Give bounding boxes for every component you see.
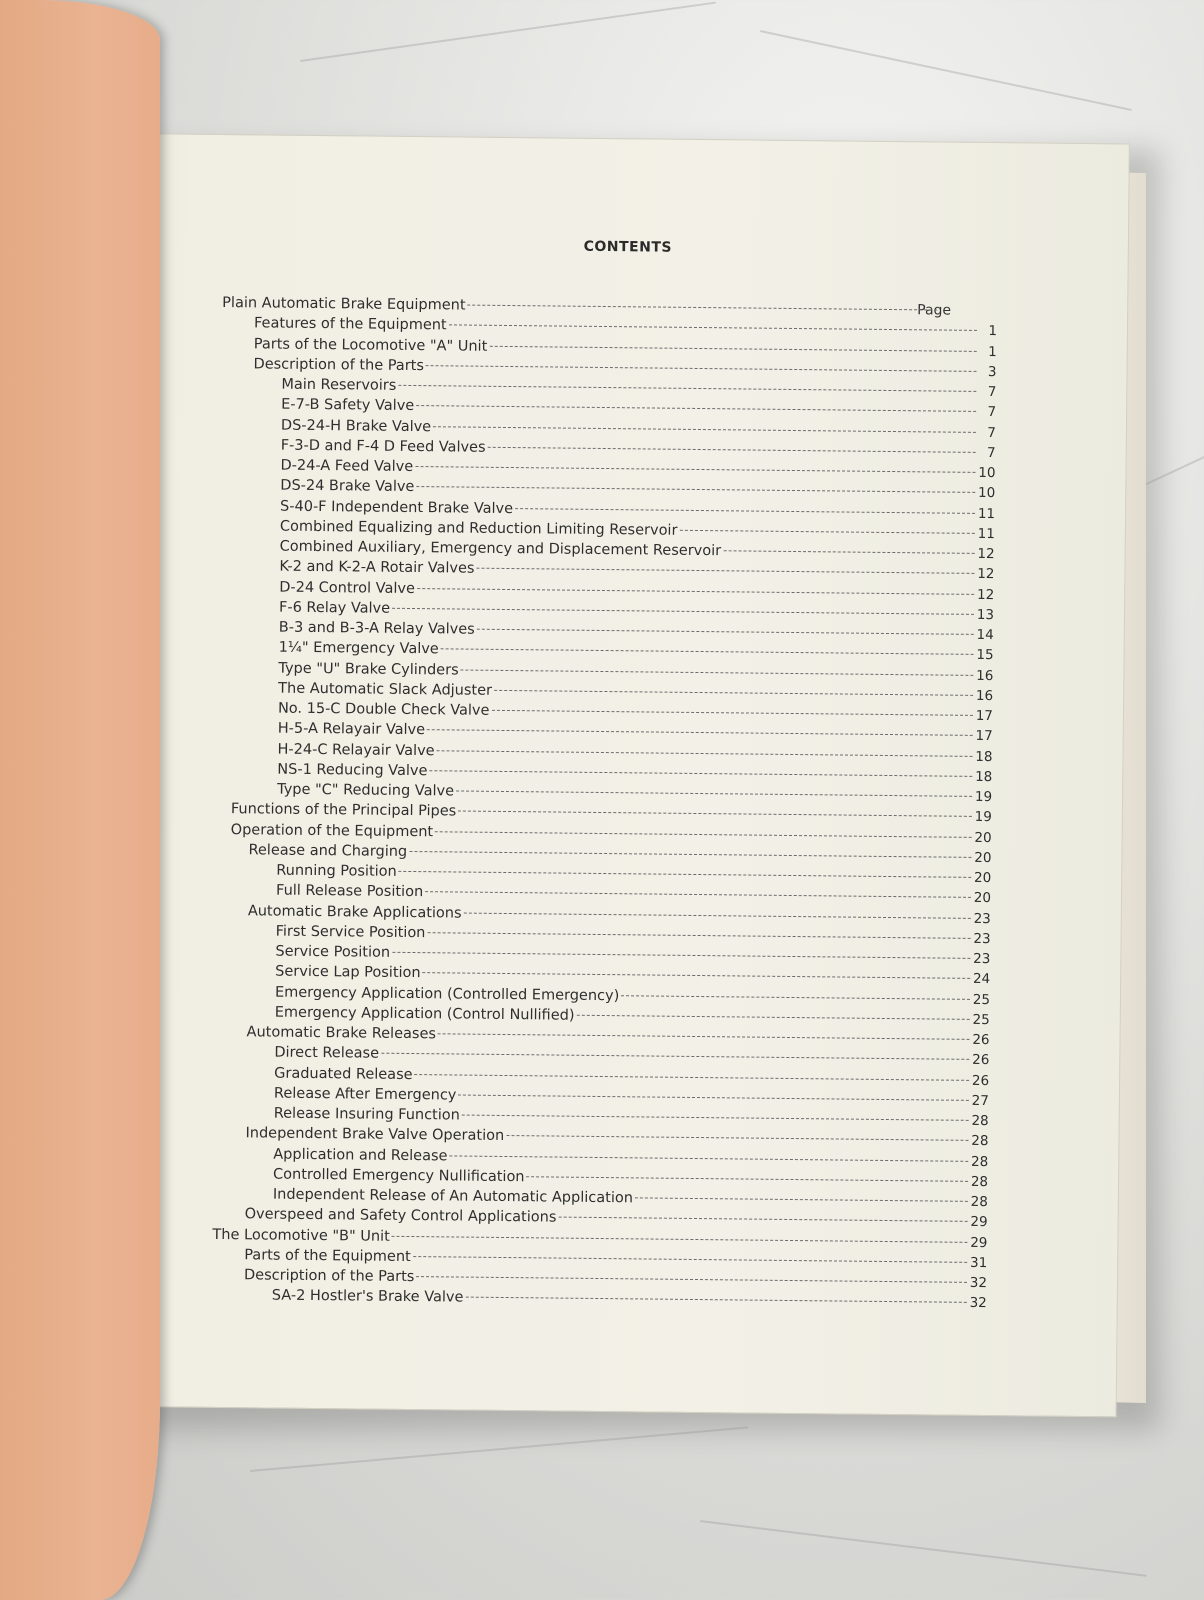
dot-leader — [423, 972, 971, 979]
toc-entry-label: F-6 Relay Valve — [278, 599, 391, 617]
toc-entry-page: 29 — [970, 1234, 988, 1251]
toc-entry-label: Parts of the Equipment — [244, 1247, 411, 1265]
toc-entry-page: 12 — [977, 566, 995, 583]
dot-leader — [558, 1217, 967, 1222]
dot-leader — [392, 608, 974, 615]
toc-entry-label: Full Release Position — [275, 882, 424, 901]
toc-entry-label: 1¼" Emergency Valve — [278, 639, 439, 658]
toc-entry-page: 12 — [976, 586, 995, 603]
toc-entry-page: 32 — [969, 1295, 987, 1312]
dot-leader — [488, 447, 976, 453]
toc-entry-label: D-24 Control Valve — [279, 579, 416, 597]
dot-leader — [416, 486, 975, 493]
dot-leader — [435, 831, 971, 838]
toc-entry-label: The Automatic Slack Adjuster — [278, 680, 493, 699]
toc-entry-label: Combined Auxiliary, Emergency and Displacement Reservoir — [279, 538, 722, 560]
toc-entry-page: 11 — [977, 505, 996, 522]
toc-entry-label: K-2 and K-2-A Rotair Valves — [279, 558, 475, 577]
toc-entry-page: 26 — [972, 1052, 990, 1069]
toc-entry-label: Controlled Emergency Nullification — [273, 1166, 525, 1185]
toc-entry-page: 23 — [973, 910, 991, 927]
toc-entry-page: 17 — [975, 728, 993, 745]
dot-leader — [399, 871, 971, 878]
toc-entry-label: Combined Equalizing and Reduction Limiting Reservoir — [279, 518, 678, 539]
dot-leader — [506, 1135, 968, 1141]
toc-entry-label: Automatic Brake Applications — [247, 902, 462, 922]
contents-page — [115, 133, 1130, 1417]
dot-leader — [458, 811, 972, 817]
toc-entry-page: 16 — [976, 667, 994, 684]
toc-entry-label: Release Insuring Function — [273, 1105, 460, 1124]
toc-entry-page: 19 — [974, 788, 993, 806]
dot-leader — [416, 405, 976, 412]
toc-entry-label: First Service Position — [275, 923, 426, 941]
dot-leader — [679, 530, 974, 534]
toc-entry-label: F-3-D and F-4 D Feed Valves — [280, 437, 486, 456]
toc-entry-page: 28 — [971, 1133, 989, 1150]
toc-entry-label: B-3 and B-3-A Relay Valves — [278, 619, 475, 638]
table-of-contents — [212, 295, 998, 1316]
toc-entry-label: Emergency Application (Control Nullified) — [274, 1004, 575, 1024]
toc-entry-page: 31 — [969, 1254, 988, 1271]
toc-entry-label: Description of the Parts — [243, 1267, 415, 1286]
toc-entry-page: 28 — [970, 1193, 988, 1211]
toc-entry-page: 1 — [988, 323, 998, 340]
toc-entry-page: 20 — [973, 869, 992, 887]
dot-leader — [433, 426, 976, 433]
toc-entry-page: 32 — [969, 1274, 988, 1292]
dot-leader — [415, 1074, 970, 1081]
toc-entry-label: Independent Brake Valve Operation — [245, 1125, 505, 1145]
toc-entry-label: Functions of the Principal Pipes — [230, 801, 457, 820]
toc-entry-label: Type "U" Brake Cylinders — [278, 660, 459, 678]
dot-leader — [464, 912, 971, 918]
toc-entry-label: Independent Release of An Automatic Application — [272, 1186, 634, 1207]
dot-leader — [425, 891, 971, 898]
toc-entry-page: 7 — [987, 404, 997, 421]
toc-entry-page: 20 — [973, 890, 992, 907]
toc-entry-label: Release After Emergency — [273, 1085, 457, 1104]
page-column-label: Page — [917, 302, 952, 319]
toc-entry-label: Type "C" Reducing Valve — [277, 781, 455, 800]
toc-entry-label: Emergency Application (Controlled Emergency) — [274, 984, 620, 1004]
toc-entry-label: Overspeed and Safety Control Applications — [244, 1206, 557, 1226]
toc-entry-label: Parts of the Locomotive "A" Unit — [253, 335, 488, 355]
toc-entry-label: Service Position — [275, 943, 391, 961]
toc-entry-label: Operation of the Equipment — [230, 821, 434, 840]
toc-entry-page: 11 — [977, 525, 995, 542]
toc-entry-label: DS-24-H Brake Valve — [280, 417, 432, 435]
page-title: CONTENTS — [583, 238, 673, 256]
dot-leader — [477, 629, 974, 635]
toc-entry-page: 23 — [973, 930, 991, 947]
dot-leader — [621, 995, 970, 1000]
toc-entry-page: 29 — [970, 1214, 988, 1231]
dot-leader — [381, 1053, 969, 1060]
toc-entry-page: 14 — [976, 626, 994, 644]
toc-entry-label: D-24-A Feed Valve — [280, 457, 414, 476]
toc-entry-page: 10 — [978, 485, 996, 502]
dot-leader — [527, 1176, 969, 1182]
dot-leader — [392, 952, 970, 959]
toc-entry-label: Application and Release — [273, 1146, 448, 1164]
dot-leader — [489, 345, 976, 351]
toc-entry-label: No. 15-C Double Check Valve — [277, 700, 490, 719]
toc-entry-label: H-5-A Relayair Valve — [277, 720, 426, 739]
toc-entry-label: E-7-B Safety Valve — [281, 396, 415, 415]
dot-leader — [635, 1197, 968, 1201]
toc-entry-label: Automatic Brake Releases — [246, 1024, 437, 1043]
dot-leader — [413, 1256, 967, 1263]
toc-entry-page: 18 — [975, 748, 993, 765]
toc-entry-label: S-40-F Independent Brake Valve — [280, 498, 514, 517]
toc-entry-page: 28 — [971, 1153, 989, 1170]
dot-leader — [465, 1297, 966, 1303]
toc-entry-page: 17 — [975, 707, 994, 725]
toc-entry-page: 16 — [975, 687, 994, 704]
toc-entry-page: 27 — [971, 1092, 989, 1109]
toc-entry-label: Release and Charging — [248, 842, 408, 860]
toc-entry-label: The Locomotive "B" Unit — [212, 1226, 390, 1245]
toc-entry-page: 28 — [970, 1173, 989, 1190]
toc-entry-page: 12 — [977, 545, 995, 563]
dot-leader — [392, 1235, 968, 1242]
dot-leader — [416, 1276, 967, 1283]
dot-leader — [415, 466, 975, 473]
toc-entry-page: 7 — [987, 424, 996, 441]
toc-entry-page: 26 — [971, 1072, 990, 1089]
toc-entry-label: Running Position — [276, 862, 397, 880]
dot-leader — [417, 588, 974, 595]
toc-entry-page: 19 — [974, 809, 992, 826]
toc-entry-page: 28 — [971, 1112, 989, 1130]
dot-leader — [723, 550, 974, 554]
dot-leader — [427, 729, 973, 736]
dot-leader — [449, 1155, 968, 1161]
dot-leader — [494, 690, 973, 696]
toc-entry-page: 18 — [975, 768, 993, 785]
dot-leader — [477, 568, 975, 574]
dot-leader — [491, 710, 972, 716]
toc-entry-label: SA-2 Hostler's Brake Valve — [271, 1287, 464, 1306]
marble-vein — [250, 1426, 748, 1472]
toc-entry-page: 7 — [987, 384, 997, 401]
toc-entry-label: NS-1 Reducing Valve — [277, 761, 428, 779]
marble-vein — [300, 2, 716, 62]
toc-entry-page: 25 — [972, 1011, 990, 1028]
toc-entry-page: 7 — [987, 444, 996, 461]
marble-vein — [700, 1520, 1147, 1577]
toc-entry-page: 23 — [973, 950, 991, 968]
marble-vein — [760, 30, 1132, 111]
toc-entry-page: 1 — [988, 343, 997, 360]
toc-entry-page: 20 — [974, 849, 992, 866]
toc-entry-label: Description of the Parts — [253, 356, 425, 374]
toc-entry-page: 10 — [978, 464, 996, 482]
toc-entry-page: 13 — [976, 606, 995, 623]
toc-entry-page: 26 — [972, 1031, 990, 1049]
dot-leader — [456, 790, 972, 796]
toc-entry-label: H-24-C Relayair Valve — [277, 741, 435, 759]
dot-leader — [515, 508, 975, 514]
dot-leader — [461, 669, 974, 675]
toc-entry-page: 24 — [972, 971, 991, 988]
toc-entry-label: Plain Automatic Brake Equipment — [222, 294, 466, 314]
dot-leader — [426, 365, 977, 372]
toc-entry-label: Graduated Release — [274, 1065, 413, 1083]
toc-entry-label: Features of the Equipment — [253, 315, 447, 334]
toc-entry-page: 15 — [976, 647, 994, 664]
toc-entry-label: DS-24 Brake Valve — [280, 477, 415, 496]
dot-leader — [398, 385, 976, 392]
toc-entry-label: Service Lap Position — [275, 963, 421, 982]
dot-leader — [437, 750, 973, 757]
dot-leader — [468, 305, 938, 311]
toc-entry-label: Main Reservoirs — [281, 376, 397, 394]
toc-entry-page: 20 — [974, 829, 992, 846]
dot-leader — [441, 649, 974, 656]
dot-leader — [462, 1115, 969, 1121]
dot-leader — [577, 1014, 970, 1019]
toc-entry-page: 25 — [972, 991, 991, 1008]
dot-leader — [427, 932, 970, 939]
dot-leader — [438, 1033, 970, 1040]
toc-entry-page: 3 — [987, 363, 997, 380]
dot-leader — [449, 325, 977, 332]
dot-leader — [409, 851, 971, 858]
dot-leader — [429, 770, 972, 777]
flyleaf — [0, 0, 160, 1600]
dot-leader — [458, 1094, 968, 1100]
toc-entry-label: Direct Release — [274, 1044, 380, 1062]
